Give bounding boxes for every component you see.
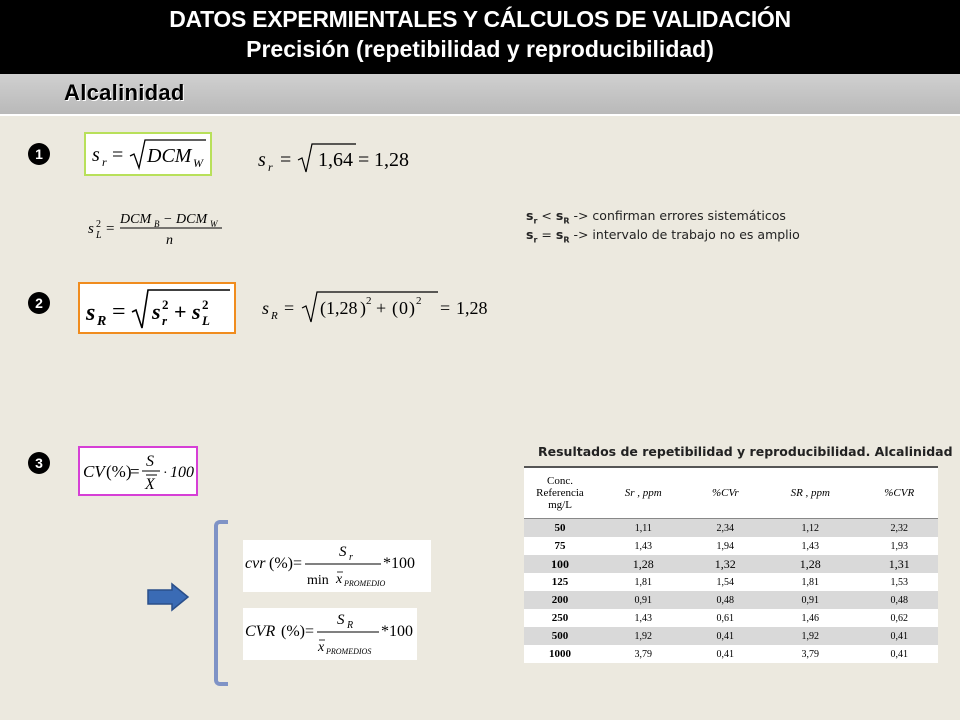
page-subtitle: Precisión (repetibilidad y reproducibilidad): [246, 36, 714, 62]
formula-cvr: [243, 540, 431, 592]
table-row: [524, 609, 938, 627]
svg-text:=: =: [280, 149, 292, 171]
table-cell: 100: [524, 555, 596, 573]
sr-value: 1,64: [318, 149, 353, 171]
table-cell: 1,92: [596, 627, 691, 645]
table-cell: 1,43: [596, 537, 691, 555]
section-title: Alcalinidad: [64, 80, 185, 105]
table-cell: 1,53: [860, 573, 938, 591]
svg-text:r: r: [268, 160, 273, 174]
right-arrow-icon: [146, 582, 190, 612]
svg-text:r: r: [102, 155, 107, 169]
table-row: [524, 537, 938, 555]
svg-text:*100: *100: [383, 555, 415, 572]
table-cell: 0,62: [860, 609, 938, 627]
svg-text:s: s: [258, 149, 266, 171]
svg-text:(%)=: (%)=: [269, 555, 303, 572]
svg-text:): ): [409, 298, 415, 318]
results-table: [524, 466, 938, 663]
svg-text:X: X: [145, 476, 155, 493]
svg-text:x: x: [336, 572, 343, 587]
svg-text:100: 100: [170, 464, 194, 481]
table-header-row: [524, 467, 938, 519]
table-cell: 1,43: [760, 537, 860, 555]
table-cell: 3,79: [760, 645, 860, 663]
sr-result: 1,28: [374, 149, 409, 171]
svg-text:CV: CV: [83, 462, 105, 481]
table-cell: 0,48: [691, 591, 761, 609]
svg-text:2: 2: [162, 297, 169, 312]
svg-text:2: 2: [96, 219, 101, 230]
svg-text:S: S: [339, 544, 347, 560]
svg-text:R: R: [271, 310, 278, 322]
table-cell: 0,48: [860, 591, 938, 609]
svg-text:S: S: [337, 612, 345, 628]
step-3-bullet: 3: [28, 452, 50, 474]
col-header-CVR: %CVR: [860, 467, 938, 519]
formula-sR: [80, 284, 234, 332]
svg-text:CVR: CVR: [245, 623, 276, 640]
table-cell: 1,92: [760, 627, 860, 645]
svg-text:r: r: [162, 313, 168, 328]
svg-text:L: L: [96, 230, 102, 241]
table-cell: 0,41: [860, 645, 938, 663]
section-bar: [0, 74, 960, 116]
table-cell: 0,41: [691, 627, 761, 645]
formula-CVR: [243, 608, 417, 660]
formula-cv-box: [78, 446, 198, 496]
table-row: [524, 555, 938, 573]
formula-sr: [86, 134, 210, 174]
svg-text:2: 2: [416, 295, 422, 307]
svg-text:DCM: DCM: [120, 212, 152, 227]
table-row: [524, 519, 938, 538]
svg-text:=: =: [130, 462, 140, 481]
formula-CVR-box: [243, 608, 417, 660]
table-cell: 1,54: [691, 573, 761, 591]
formula-sr-calc: [256, 138, 416, 178]
svg-text:1,28: 1,28: [326, 298, 358, 318]
note-line-1: $s_r < s_R$ -> confirman errores sistemáticos: [526, 208, 786, 226]
table-cell: 2,34: [691, 519, 761, 538]
header: [0, 0, 960, 74]
svg-text:s: s: [92, 144, 100, 166]
svg-text:min: min: [307, 573, 329, 588]
svg-text:s: s: [262, 298, 270, 318]
table-cell: 1,81: [596, 573, 691, 591]
svg-text:n: n: [166, 233, 173, 248]
formula-cv: [80, 448, 196, 494]
step-1-bullet: 1: [28, 143, 50, 165]
svg-text:R: R: [97, 314, 107, 329]
table-cell: 1,93: [860, 537, 938, 555]
svg-text:=: =: [440, 298, 451, 318]
table-cell: 250: [524, 609, 596, 627]
table-cell: 1,46: [760, 609, 860, 627]
table-cell: 125: [524, 573, 596, 591]
svg-text:+: +: [376, 298, 387, 318]
table-cell: 1,28: [760, 555, 860, 573]
col-header-cvr: %CVr: [691, 467, 761, 519]
svg-text:+: +: [174, 299, 187, 324]
table-cell: 1,11: [596, 519, 691, 538]
svg-text:·: ·: [163, 466, 168, 481]
table-cell: 50: [524, 519, 596, 538]
page-title: DATOS EXPERMIENTALES Y CÁLCULOS DE VALIDACIÓN: [169, 6, 791, 32]
table-row: [524, 591, 938, 609]
svg-text:s: s: [88, 221, 94, 237]
note-line-2: $s_r = s_R$ -> intervalo de trabajo no es amplio: [526, 227, 800, 245]
table-row: [524, 627, 938, 645]
table-title: Resultados de repetibilidad y reproducibilidad. Alcalinidad: [538, 444, 953, 459]
svg-text:s: s: [192, 299, 201, 324]
svg-text:−: −: [164, 212, 172, 227]
table-cell: 3,79: [596, 645, 691, 663]
svg-text:W: W: [210, 219, 218, 229]
svg-text:1,28: 1,28: [456, 298, 488, 318]
svg-text:PROMEDIO: PROMEDIO: [344, 579, 386, 588]
svg-text:s: s: [86, 300, 96, 326]
table-cell: 75: [524, 537, 596, 555]
svg-text:DCM: DCM: [147, 145, 192, 167]
table-cell: 0,91: [760, 591, 860, 609]
table-cell: 0,41: [691, 645, 761, 663]
formula-sr-box: [84, 132, 212, 176]
table-cell: 1,28: [596, 555, 691, 573]
svg-text:2: 2: [366, 295, 372, 307]
formula-sR-box: [78, 282, 236, 334]
table-cell: 2,32: [860, 519, 938, 538]
svg-text:PROMEDIOS: PROMEDIOS: [326, 647, 372, 656]
table-cell: 1,12: [760, 519, 860, 538]
svg-text:=: =: [358, 149, 370, 171]
svg-text:(%)=: (%)=: [281, 623, 315, 640]
step-2-bullet: 2: [28, 292, 50, 314]
svg-text:r: r: [349, 552, 353, 563]
table-cell: 0,91: [596, 591, 691, 609]
formula-sR-calc: [260, 288, 490, 328]
formula-cvr-box: [243, 540, 431, 592]
svg-text:R: R: [347, 620, 354, 631]
table-cell: 0,41: [860, 627, 938, 645]
svg-text:s: s: [152, 299, 161, 324]
svg-text:=: =: [106, 221, 115, 237]
svg-text:(%): (%): [106, 462, 132, 481]
table-cell: 500: [524, 627, 596, 645]
table-cell: 200: [524, 591, 596, 609]
table-row: [524, 645, 938, 663]
col-header-sr: Sr , ppm: [596, 467, 691, 519]
svg-text:*100: *100: [381, 623, 413, 640]
table-cell: 1,81: [760, 573, 860, 591]
svg-text:B: B: [154, 219, 160, 229]
table-cell: 1,43: [596, 609, 691, 627]
table-row: [524, 573, 938, 591]
svg-text:(: (: [320, 298, 326, 318]
svg-text:): ): [360, 298, 366, 318]
svg-text:2: 2: [202, 297, 209, 312]
table-cell: 1,94: [691, 537, 761, 555]
col-header-sR: SR , ppm: [760, 467, 860, 519]
svg-text:x: x: [318, 640, 325, 655]
table-cell: 1000: [524, 645, 596, 663]
svg-text:=: =: [112, 144, 124, 166]
svg-text:S: S: [146, 453, 154, 470]
svg-text:cvr: cvr: [245, 555, 266, 572]
svg-text:DCM: DCM: [176, 212, 208, 227]
svg-text:W: W: [193, 156, 203, 170]
table-cell: 1,31: [860, 555, 938, 573]
table-cell: 1,32: [691, 555, 761, 573]
svg-text:0: 0: [399, 298, 408, 318]
svg-text:(: (: [392, 298, 398, 318]
svg-text:=: =: [112, 299, 126, 325]
svg-text:=: =: [284, 298, 295, 318]
formula-sl2: [86, 206, 256, 252]
svg-text:L: L: [202, 313, 210, 328]
bracket-icon: [214, 520, 228, 686]
table-cell: 0,61: [691, 609, 761, 627]
col-header-conc: Conc. Referencia mg/L: [524, 467, 596, 519]
